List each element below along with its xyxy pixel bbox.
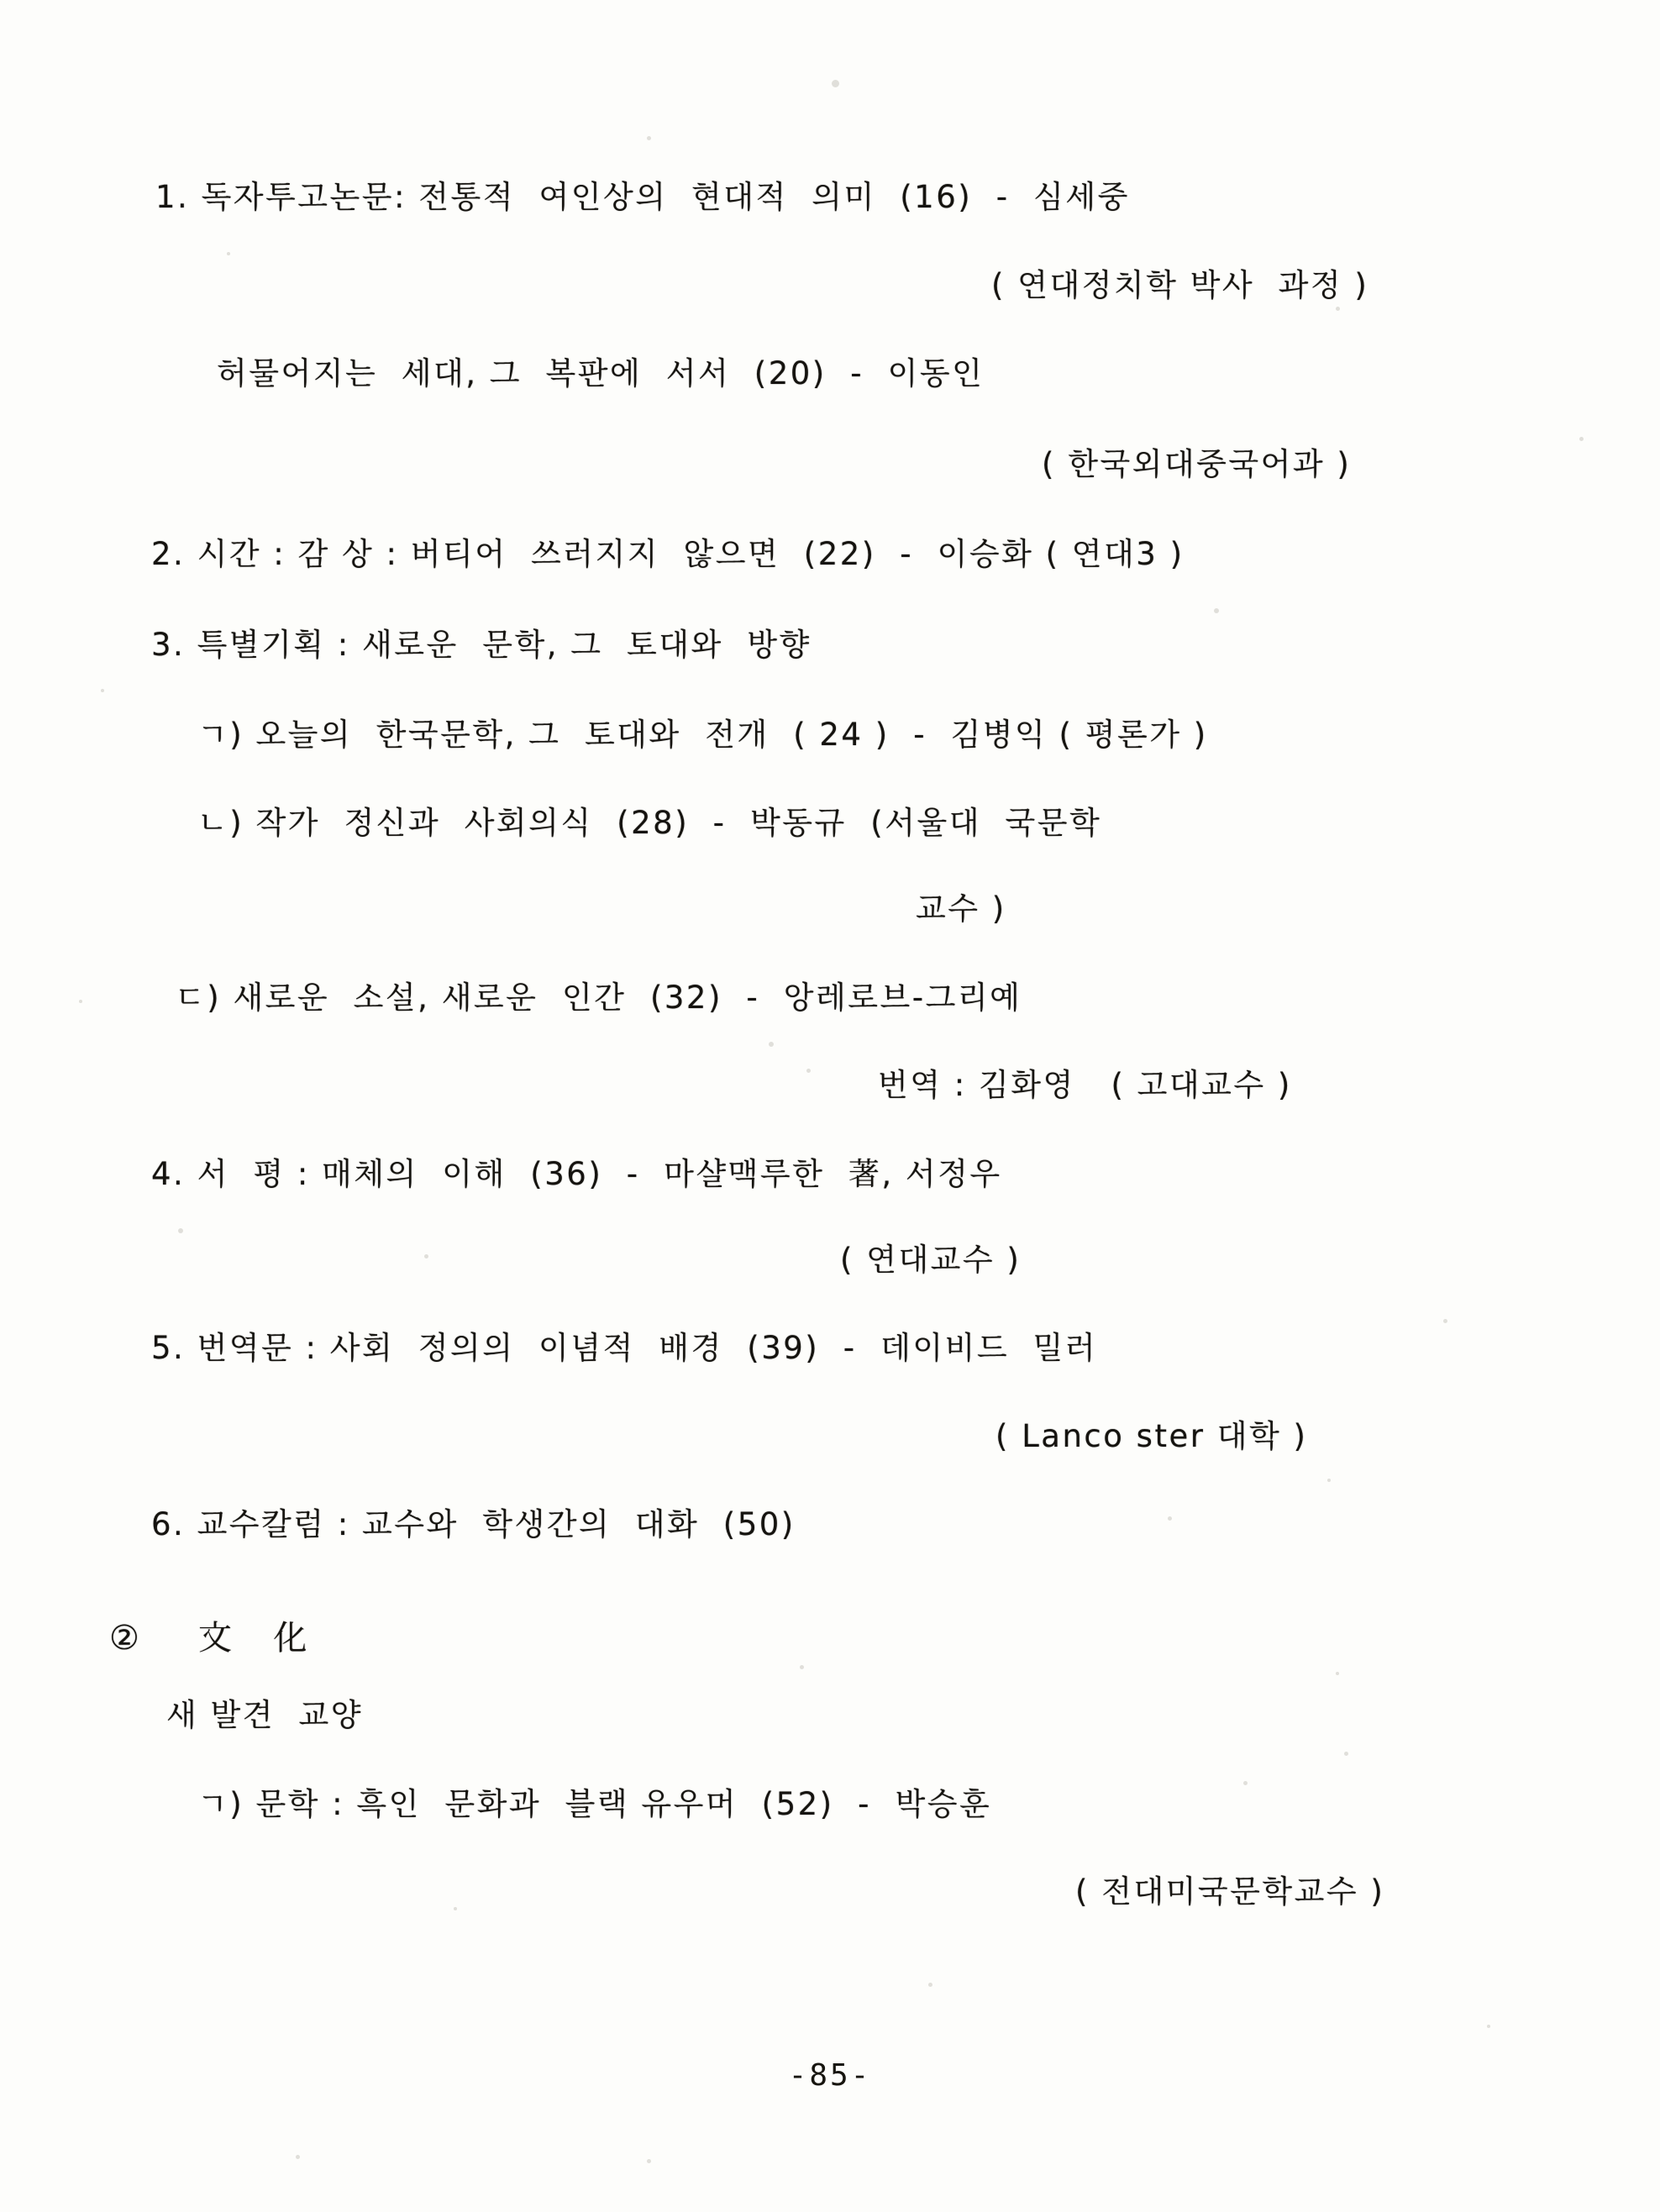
toc-entry-1-affiliation: ( 연대정치학 박사 과정 ): [991, 267, 1369, 303]
toc-entry-3c: ㄷ) 새로운 소설, 새로운 인간 (32) - 앙레로브-그리예: [175, 980, 1022, 1016]
toc-entry-3c-translator: 번역 : 김화영 ( 고대교수 ): [878, 1067, 1292, 1103]
toc-entry-3-title: 3. 특별기획 : 새로운 문학, 그 토대와 방향: [151, 627, 812, 663]
toc-entry-2-title: 2. 시간 : 감 상 : 버티어 쓰러지지 않으면 (22) - 이승화 ( 연대3 ): [151, 536, 1185, 572]
toc-entry-1b-affiliation: ( 한국외대중국어과 ): [1042, 446, 1352, 482]
page-number: -85-: [788, 2058, 872, 2093]
toc-entry-1b-title: 허물어지는 세대, 그 복판에 서서 (20) - 이동인: [217, 355, 985, 391]
toc-entry-3b: ㄴ) 작가 정신과 사회의식 (28) - 박동규 (서울대 국문학: [197, 805, 1102, 841]
toc-entry-culture-a: ㄱ) 문학 : 흑인 문화과 블랙 유우머 (52) - 박승훈: [197, 1786, 992, 1822]
toc-entry-1-title: 1. 독자투고논문: 전통적 여인상의 현대적 의미 (16) - 심세중: [155, 179, 1130, 215]
toc-entry-6-title: 6. 교수칼럼 : 교수와 학생간의 대화 (50): [151, 1506, 796, 1542]
toc-entry-3a: ㄱ) 오늘의 한국문학, 그 토대와 전개 ( 24 ) - 김병익 ( 평론가 ): [197, 717, 1208, 753]
toc-entry-5-affiliation: ( Lanco ster 대학 ): [995, 1418, 1308, 1454]
toc-entry-5-title: 5. 번역문 : 사회 정의의 이념적 배경 (39) - 데이비드 밀러: [151, 1330, 1098, 1366]
subsection-new-discovery: 새 발견 교양: [166, 1697, 363, 1733]
toc-entry-4-title: 4. 서 평 : 매체의 이해 (36) - 마샬맥루한 著, 서정우: [151, 1156, 1002, 1192]
section-heading-culture: ② 文 化: [109, 1619, 314, 1658]
toc-entry-4-affiliation: ( 연대교수 ): [840, 1242, 1022, 1278]
toc-entry-culture-a-affiliation: ( 전대미국문학교수 ): [1075, 1873, 1385, 1910]
toc-entry-3b-affiliation: 교수 ): [916, 891, 1006, 927]
